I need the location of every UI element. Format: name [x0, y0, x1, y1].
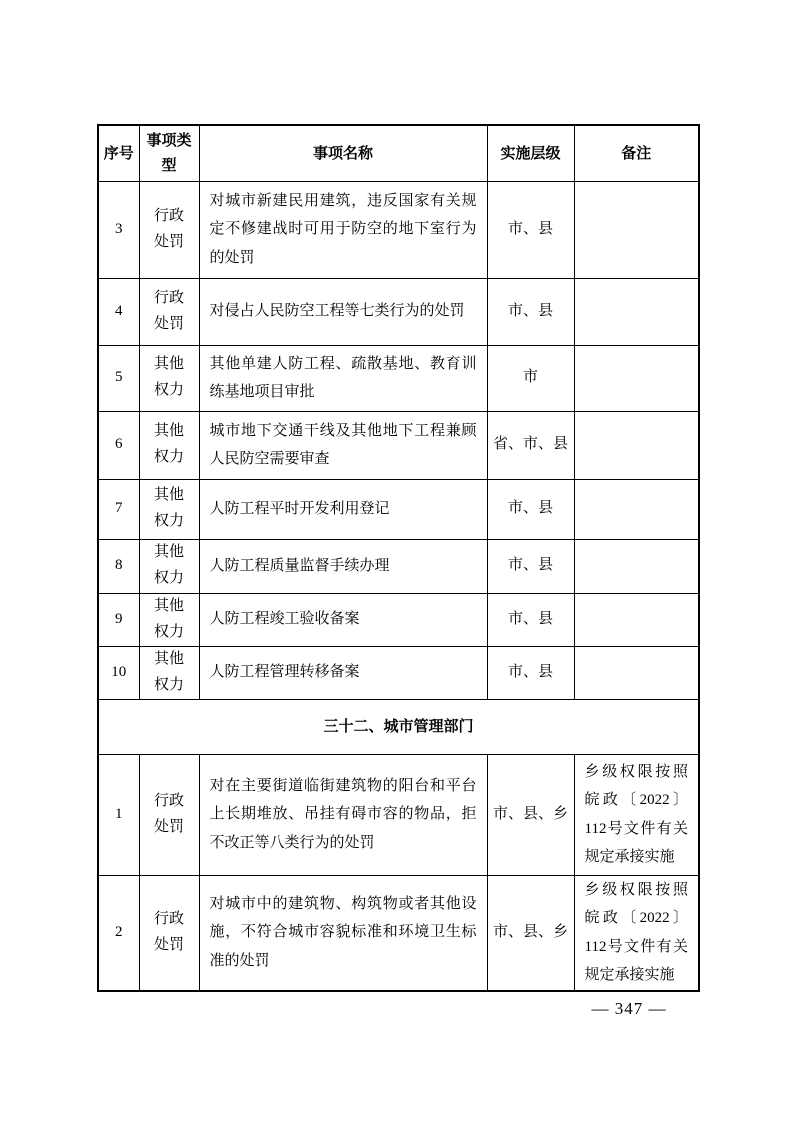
table-row [98, 181, 699, 278]
cell-name: 人防工程平时开发利用登记 [199, 479, 487, 539]
cell-type: 其他权力 [139, 345, 199, 411]
cell-type: 其他权力 [139, 411, 199, 479]
cell-type: 其他权力 [139, 646, 199, 699]
header-cell-type: 事项类型 [139, 125, 199, 181]
cell-level: 市、县 [487, 539, 574, 593]
cell-level: 市、县 [487, 181, 574, 278]
cell-type: 行政处罚 [139, 875, 199, 991]
cell-no: 8 [98, 539, 139, 593]
cell-remark [574, 411, 699, 479]
cell-no: 10 [98, 646, 139, 699]
table-row [98, 539, 699, 593]
header-cell-remark: 备注 [574, 125, 699, 181]
table-row [98, 875, 699, 991]
cell-no: 4 [98, 278, 139, 345]
authority-items-table [97, 124, 700, 992]
cell-type: 行政处罚 [139, 181, 199, 278]
cell-level: 省、市、县 [487, 411, 574, 479]
table-header-row [98, 125, 699, 181]
cell-type: 行政处罚 [139, 754, 199, 875]
header-cell-no: 序号 [98, 125, 139, 181]
page-number: — 347 — [591, 999, 667, 1018]
cell-no: 2 [98, 875, 139, 991]
table-row [98, 479, 699, 539]
cell-level: 市 [487, 345, 574, 411]
cell-remark [574, 278, 699, 345]
cell-no: 1 [98, 754, 139, 875]
cell-remark: 乡级权限按照皖政〔2022〕112号文件有关规定承接实施 [574, 875, 699, 991]
cell-remark: 乡级权限按照皖政〔2022〕112号文件有关规定承接实施 [574, 754, 699, 875]
cell-level: 市、县 [487, 593, 574, 646]
cell-no: 3 [98, 181, 139, 278]
cell-remark [574, 181, 699, 278]
table-row [98, 754, 699, 875]
table-row [98, 345, 699, 411]
cell-name: 人防工程管理转移备案 [199, 646, 487, 699]
cell-level: 市、县、乡 [487, 875, 574, 991]
cell-level: 市、县 [487, 479, 574, 539]
cell-remark [574, 646, 699, 699]
cell-no: 5 [98, 345, 139, 411]
cell-name: 对城市新建民用建筑，违反国家有关规定不修建战时可用于防空的地下室行为的处罚 [199, 181, 487, 278]
table-row [98, 411, 699, 479]
table-row [98, 593, 699, 646]
cell-name: 人防工程竣工验收备案 [199, 593, 487, 646]
cell-name: 人防工程质量监督手续办理 [199, 539, 487, 593]
cell-remark [574, 593, 699, 646]
cell-type: 其他权力 [139, 593, 199, 646]
header-cell-level: 实施层级 [487, 125, 574, 181]
cell-type: 行政处罚 [139, 278, 199, 345]
cell-remark [574, 539, 699, 593]
cell-no: 6 [98, 411, 139, 479]
cell-name: 对城市中的建筑物、构筑物或者其他设施，不符合城市容貌标准和环境卫生标准的处罚 [199, 875, 487, 991]
cell-level: 市、县、乡 [487, 754, 574, 875]
header-cell-name: 事项名称 [199, 125, 487, 181]
section-header-row [98, 699, 699, 754]
cell-name: 城市地下交通干线及其他地下工程兼顾人民防空需要审查 [199, 411, 487, 479]
section-header-title: 三十二、城市管理部门 [98, 699, 699, 754]
table-row [98, 646, 699, 699]
cell-remark [574, 345, 699, 411]
cell-name: 其他单建人防工程、疏散基地、教育训练基地项目审批 [199, 345, 487, 411]
table-row [98, 278, 699, 345]
cell-remark [574, 479, 699, 539]
cell-no: 9 [98, 593, 139, 646]
cell-name: 对侵占人民防空工程等七类行为的处罚 [199, 278, 487, 345]
cell-level: 市、县 [487, 278, 574, 345]
cell-no: 7 [98, 479, 139, 539]
cell-level: 市、县 [487, 646, 574, 699]
cell-type: 其他权力 [139, 539, 199, 593]
cell-type: 其他权力 [139, 479, 199, 539]
cell-name: 对在主要街道临街建筑物的阳台和平台上长期堆放、吊挂有碍市容的物品，拒不改正等八类行为的处罚 [199, 754, 487, 875]
